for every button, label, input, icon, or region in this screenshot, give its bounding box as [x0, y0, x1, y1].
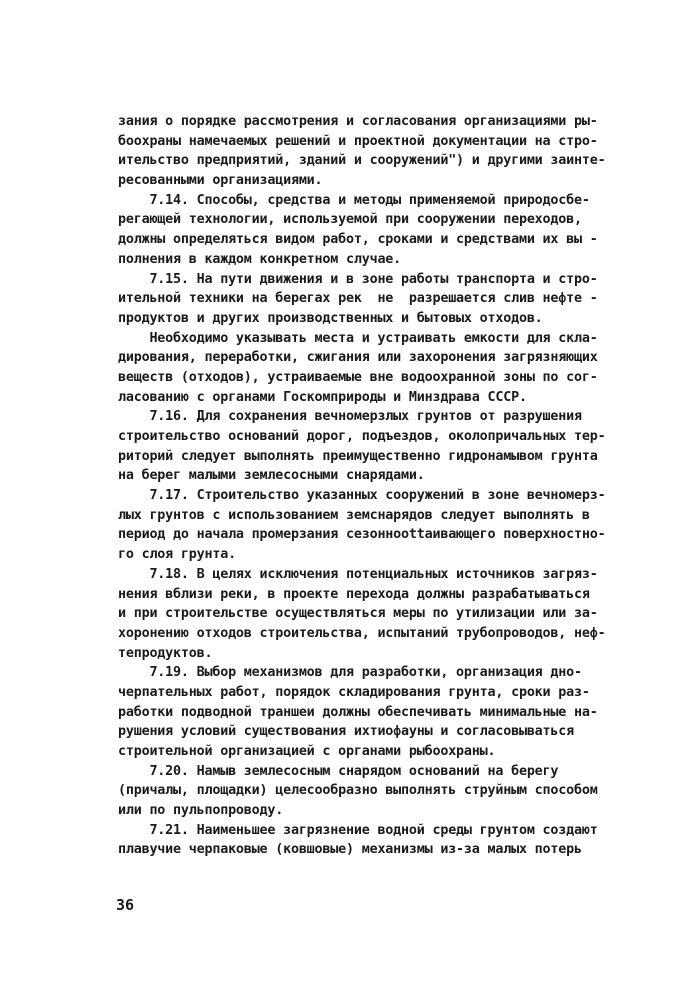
text-line: 7.20. Намыв землесосным снарядом оснований на берегу [118, 763, 559, 779]
text-line: боохраны намечаемых решений и проектной документации на стро- [118, 133, 598, 149]
text-line: рушения условий существования ихтиофауны и согласовываться [118, 724, 574, 740]
text-line: Необходимо указывать места и устраивать емкости для скла- [118, 330, 598, 346]
text-line: регающей технологии, используемой при сооружении переходов, [118, 212, 582, 228]
text-line: и при строительстве осуществляться меры по утилизации или за- [118, 606, 598, 622]
text-line: работки подводной траншеи должны обеспечивать минимальные на- [118, 704, 598, 720]
text-line: (причалы, площадки) целесообразно выполнять струйным способом [118, 783, 598, 799]
text-line: зания о порядке рассмотрения и согласования организациями ры- [118, 114, 598, 129]
text-line: дирования, переработки, сжигания или захоронения загрязняющих [118, 350, 598, 366]
text-line: го слоя грунта. [118, 547, 236, 563]
text-line: черпательных работ, порядок складирования грунта, сроки раз- [118, 684, 590, 700]
body-text [118, 112, 638, 860]
text-line: 7.14. Способы, средства и методы применяемой природосбе- [118, 192, 590, 208]
text-line: на берег малыми землесосными снарядами. [118, 468, 425, 484]
text-line: 7.16. Для сохранения вечномерзлых грунтов от разрушения [118, 409, 582, 425]
text-line: продуктов и других производственных и бытовых отходов. [118, 310, 543, 326]
text-line: нения вблизи реки, в проекте перехода должны разрабатываться [118, 586, 590, 602]
text-line: веществ (отходов), устраиваемые вне водоохранной зоны по сог- [118, 369, 598, 385]
text-line: должны определяться видом работ, сроками и средствами их вы - [118, 232, 598, 248]
text-line: тепродуктов. [118, 645, 213, 661]
text-line: полнения в каждом конкретном случае. [118, 251, 402, 267]
text-line: ительной техники на берегах рек не разрешается слив нефте - [118, 291, 598, 307]
text-line: плавучие черпаковые (ковшовые) механизмы из-за малых потерь [118, 842, 582, 858]
text-line: риторий следует выполнять преимущественно гидронамывом грунта [118, 448, 598, 464]
page-number: 36 [116, 896, 135, 914]
text-line: ительство предприятий, зданий и сооружений") и другими заинте- [118, 153, 606, 169]
text-line: лых грунтов с использованием земснарядов следует выполнять в [118, 507, 590, 523]
text-line: 7.15. На пути движения и в зоне работы транспорта и стро- [118, 271, 598, 287]
text-line: или по пульпопроводу. [118, 803, 284, 819]
text-line: 7.19. Выбор механизмов для разработки, организация дно- [118, 665, 582, 681]
text-line: ресованными организациями. [118, 173, 323, 189]
text-line: хоронению отходов строительства, испытаний трубопроводов, неф- [118, 625, 606, 641]
text-line: 7.17. Строительство указанных сооружений в зоне вечномерз- [118, 488, 606, 504]
text-line: 7.18. В целях исключения потенциальных источников загряз- [118, 566, 598, 582]
text-line: строительство оснований дорог, подъездов, околопричальных тер- [118, 429, 606, 444]
text-line: ласованию с органами Госкомприроды и Минздрава СССР. [118, 389, 527, 405]
text-line: 7.21. Наименьшее загрязнение водной среды грунтом создают [118, 822, 598, 838]
text-line: период до начала промерзания сезонноottаивающего поверхностно- [118, 527, 606, 543]
text-line: строительной организацией с органами рыбоохраны. [118, 744, 496, 759]
